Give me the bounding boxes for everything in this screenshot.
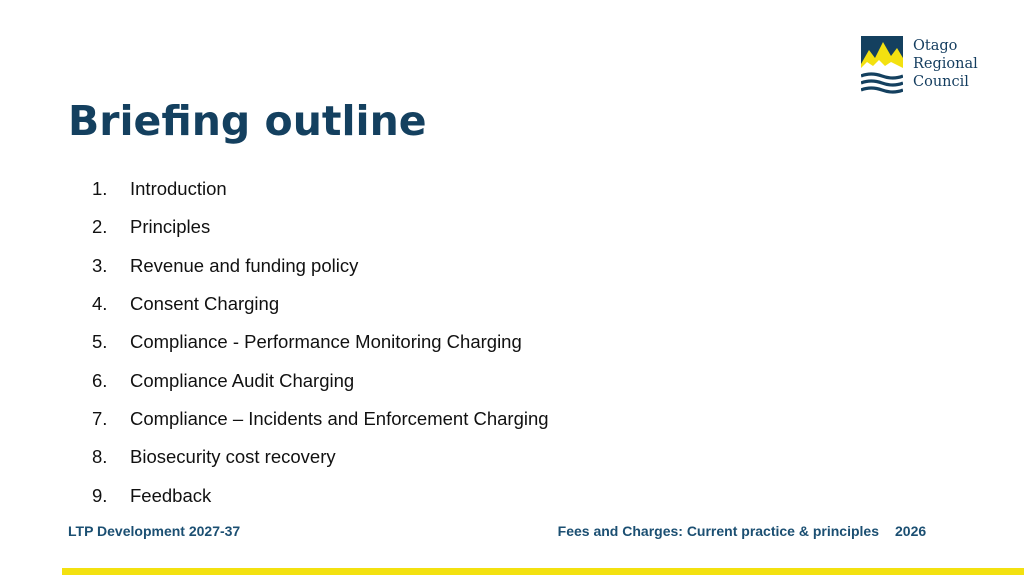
footer-year: 2026 xyxy=(895,523,927,539)
outline-item-text: Introduction xyxy=(130,178,227,200)
outline-item xyxy=(92,476,549,514)
logo-line-otago: Otago xyxy=(913,38,958,54)
outline-item xyxy=(92,208,549,246)
outline-item-number: 1. xyxy=(92,178,108,200)
outline-item-number: 5. xyxy=(92,331,108,353)
outline-item-number: 4. xyxy=(92,293,108,315)
slide-title: Briefing outline xyxy=(68,97,427,145)
outline-item xyxy=(92,361,549,399)
outline-item xyxy=(92,400,549,438)
outline-item xyxy=(92,438,549,476)
outline-item-number: 3. xyxy=(92,254,108,276)
outline-item xyxy=(92,247,549,285)
logo-line-regional: Regional xyxy=(913,56,978,72)
outline-item xyxy=(92,285,549,323)
outline-item-number: 6. xyxy=(92,369,108,391)
footer-topic-label: Fees and Charges: Current practice & principles xyxy=(557,523,879,539)
logo-wordmark xyxy=(913,37,978,91)
outline-item-text: Revenue and funding policy xyxy=(130,254,359,276)
outline-item-text: Feedback xyxy=(130,484,212,506)
outline-item-number: 8. xyxy=(92,446,108,468)
logo-line-council: Council xyxy=(913,74,969,90)
outline-item-text: Biosecurity cost recovery xyxy=(130,446,336,468)
accent-bottom-bar xyxy=(62,568,1024,575)
outline-item-number: 7. xyxy=(92,407,108,429)
mountain-wave-logo-icon xyxy=(861,36,903,94)
outline-item-text: Principles xyxy=(130,216,211,238)
outline-item-text: Compliance Audit Charging xyxy=(130,369,355,391)
outline-item-text: Consent Charging xyxy=(130,293,280,315)
outline-item xyxy=(92,323,549,361)
footer-project-label: LTP Development 2027-37 xyxy=(68,523,241,539)
org-logo xyxy=(861,36,978,94)
briefing-outline-list xyxy=(92,170,549,515)
outline-item-number: 9. xyxy=(92,484,108,506)
outline-item-text: Compliance – Incidents and Enforcement Charging xyxy=(130,407,549,429)
outline-item xyxy=(92,170,549,208)
outline-item-number: 2. xyxy=(92,216,108,238)
outline-item-text: Compliance - Performance Monitoring Charging xyxy=(130,331,522,353)
